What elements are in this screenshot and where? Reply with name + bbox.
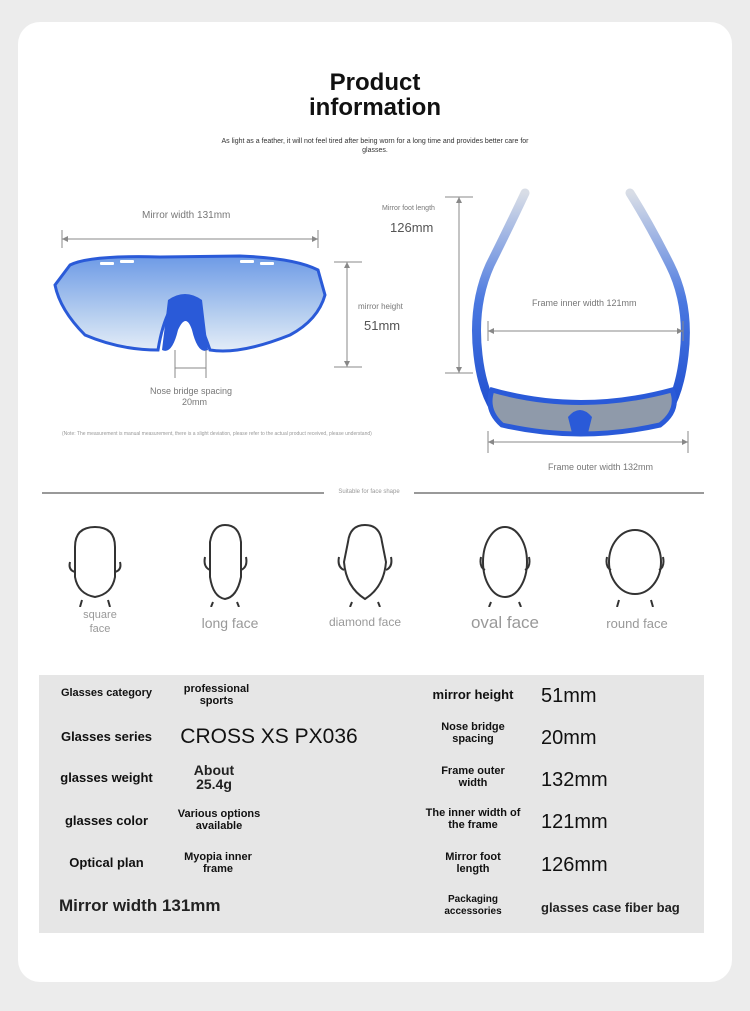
face-round-icon: [607, 530, 664, 607]
front-glasses-diagram: [40, 200, 380, 390]
left-temple-arm: [477, 193, 526, 410]
page-subtitle: As light as a feather, it will not feel tired after being worn for a long time and provides better care for glasses.: [221, 138, 529, 154]
spec-label-nose-bridge: Nose bridge spacing: [441, 721, 505, 745]
nose-pad-top: [568, 410, 592, 435]
face-label-square-2: face: [89, 623, 111, 635]
spec-label-frame-outer: Frame outer width: [441, 765, 505, 789]
face-label-oval: oval face: [470, 613, 540, 632]
face-diamond-icon: [339, 525, 392, 607]
spec-value-color: Various options available: [177, 808, 261, 832]
spec-value-category: professional sports: [183, 683, 250, 707]
spec-value-weight: About 25.4g: [193, 762, 235, 792]
spec-label-packaging: Packaging accessories: [444, 894, 502, 917]
spec-value-packaging: glasses case fiber bag: [541, 900, 680, 915]
face-label-long: long face: [201, 615, 259, 631]
divider-left: [42, 492, 324, 494]
title-line-1: Product: [329, 69, 421, 96]
spec-value-mirror-foot: 126mm: [541, 854, 608, 876]
nose-pad: [162, 294, 208, 351]
spec-value-frame-inner: 121mm: [541, 811, 608, 833]
spec-value-series: CROSS XS PX036: [180, 725, 358, 748]
mirror-foot-value: 126mm: [390, 220, 434, 235]
spec-table: [39, 675, 704, 933]
spec-label-series: Glasses series: [60, 729, 153, 744]
face-label-square: [60, 608, 140, 636]
mirror-height-label: mirror height: [358, 302, 403, 311]
face-square-icon: [70, 527, 121, 607]
spec-value-nose-bridge: 20mm: [541, 727, 597, 749]
spec-value-mirror-height: 51mm: [541, 685, 597, 707]
face-long-icon: [205, 525, 247, 607]
spec-label-category: Glasses category: [60, 687, 153, 699]
face-section-title: Suitable for face shape: [338, 489, 400, 495]
face-label-square-1: square: [83, 609, 117, 621]
frame-inner-label: Frame inner width 121mm: [532, 298, 637, 308]
mirror-foot-label: Mirror foot length: [382, 205, 435, 212]
divider-right: [414, 492, 704, 494]
spec-label-optical: Optical plan: [69, 855, 144, 870]
spec-label-color: glasses color: [64, 813, 149, 828]
frame-outer-label: Frame outer width 132mm: [548, 462, 654, 472]
spec-label-mirror-height: mirror height: [432, 687, 514, 702]
top-glasses-diagram: [440, 185, 710, 470]
nose-bridge-label: Nose bridge spacing: [150, 386, 233, 396]
right-temple-arm: [630, 193, 685, 410]
spec-value-optical: Myopia inner frame: [184, 851, 252, 875]
spec-label-weight: glasses weight: [60, 770, 153, 785]
measurement-note: (Note: The measurement is manual measurement, there is a slight deviation, please refer to the actual product received, please understand): [62, 431, 372, 437]
spec-label-frame-inner: The inner width of the frame: [425, 807, 521, 831]
face-oval-icon: [481, 527, 530, 607]
mirror-height-value: 51mm: [364, 318, 401, 333]
spec-label-mirror-foot: Mirror foot length: [445, 851, 501, 875]
mirror-width-label: Mirror width 131mm: [142, 210, 231, 221]
face-label-diamond: diamond face: [328, 615, 402, 629]
spec-mirror-width: Mirror width 131mm: [59, 896, 221, 915]
page-title: [0, 70, 750, 120]
title-line-2: information: [309, 94, 441, 121]
face-shapes-row: [60, 522, 700, 607]
spec-value-frame-outer: 132mm: [541, 769, 608, 791]
face-label-round: round face: [606, 616, 668, 631]
nose-bridge-value: 20mm: [182, 397, 208, 407]
